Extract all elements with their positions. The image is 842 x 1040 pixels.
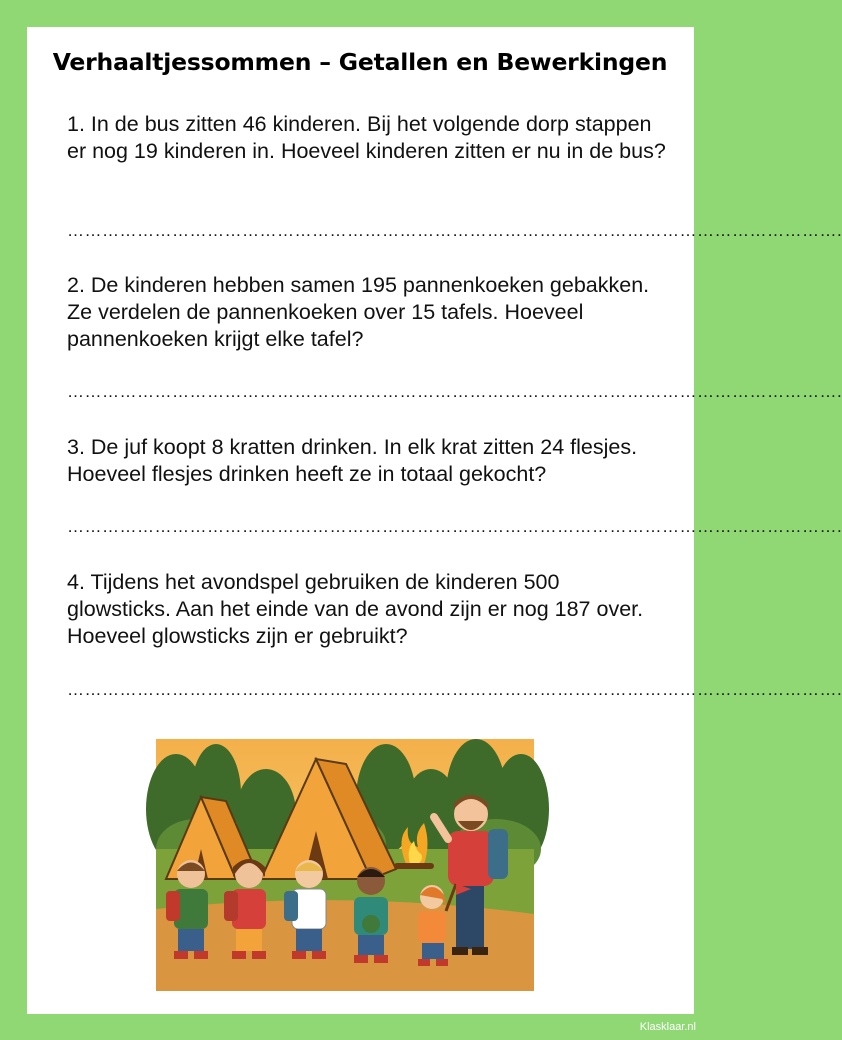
answer-line-3[interactable]: ……………………………………………………………………………………………………………………. <box>67 517 842 536</box>
answer-line-2[interactable]: ……………………………………………………………………………………………………………………. <box>67 382 842 401</box>
question-4: 4. Tijdens het avondspel gebruiken de kinderen 500 glowsticks. Aan het einde van de avond zijn er nog 187 over. Hoeveel glowsticks zijn er gebruikt? <box>67 570 644 648</box>
question-2: 2. De kinderen hebben samen 195 pannenkoeken gebakken. Ze verdelen de pannenkoeken over 15 tafels. Hoeveel pannenkoeken krijgt elke tafel? <box>67 273 650 351</box>
child-4 <box>354 867 388 963</box>
footer-credit: Klasklaar.nl <box>639 1021 696 1033</box>
answer-line-1[interactable]: ……………………………………………………………………………………………………………………. <box>67 221 842 240</box>
camp-illustration <box>156 739 534 991</box>
answer-line-4[interactable]: ……………………………………………………………………………………………………………………. <box>67 680 842 699</box>
question-1: 1. In de bus zitten 46 kinderen. Bij het volgende dorp stappen er nog 19 kinderen in. Hoeveel kinderen zitten er nu in de bus? <box>67 112 666 163</box>
question-3: 3. De juf koopt 8 kratten drinken. In elk krat zitten 24 flesjes. Hoeveel flesjes drinken heeft ze in totaal gekocht? <box>67 435 638 486</box>
page-title: Verhaaltjessommen – Getallen en Bewerkingen <box>52 48 668 76</box>
